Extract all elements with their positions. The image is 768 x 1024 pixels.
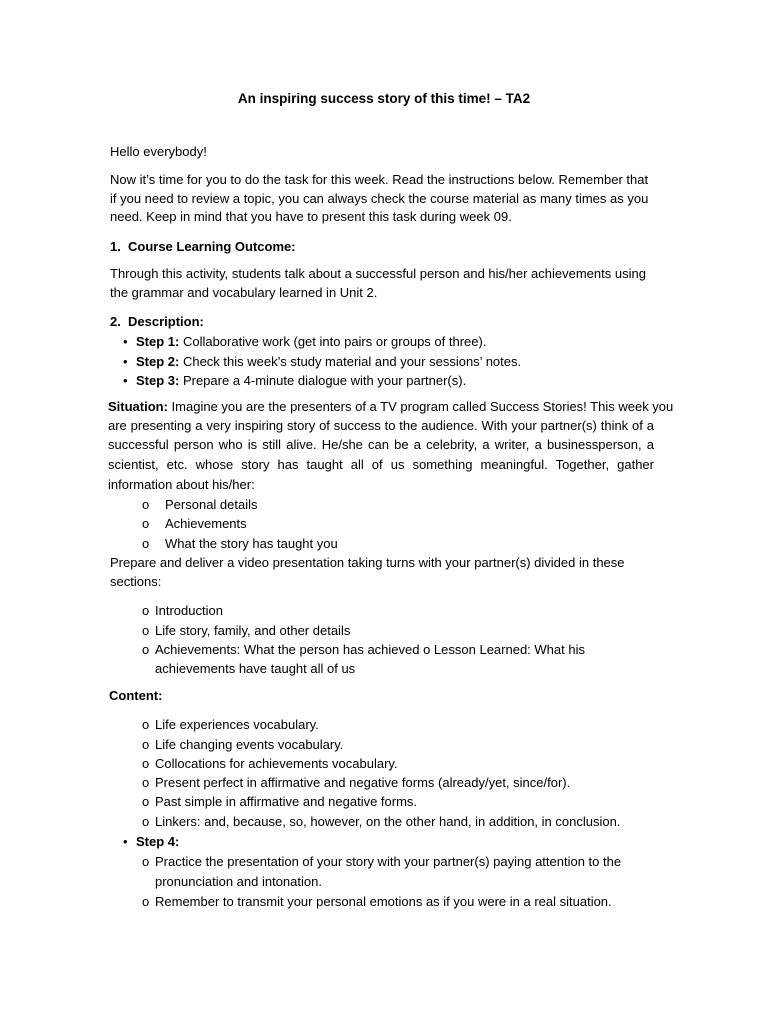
- content-item: Collocations for achievements vocabulary.: [155, 756, 398, 771]
- circle-marker: o: [142, 814, 150, 829]
- content-item: Life experiences vocabulary.: [155, 717, 319, 732]
- section1-heading: Course Learning Outcome:: [128, 239, 296, 254]
- intro-line: Now it’s time for you to do the task for this week. Read the instructions below. Remember that: [110, 172, 649, 187]
- greeting: Hello everybody!: [110, 144, 207, 159]
- situation-line: are presenting a very inspiring story of success to the audience. With your partner(s) think of a: [108, 418, 654, 433]
- situation-item: Personal details: [165, 497, 258, 512]
- circle-marker: o: [142, 717, 150, 732]
- situation-line: information about his/her:: [108, 477, 255, 492]
- intro-line: if you need to review a topic, you can always check the course material as many times as you: [110, 191, 649, 206]
- prepare-line: Prepare and deliver a video presentation taking turns with your partner(s) divided in these: [110, 555, 625, 570]
- content-item: Linkers: and, because, so, however, on the other hand, in addition, in conclusion.: [155, 814, 621, 829]
- circle-marker: o: [142, 894, 150, 909]
- circle-marker: o: [142, 536, 150, 551]
- section-item: Introduction: [155, 603, 223, 618]
- section2-number: 2.: [110, 314, 121, 329]
- section1-text: the grammar and vocabulary learned in Unit 2.: [110, 285, 378, 300]
- section1-number: 1.: [110, 239, 121, 254]
- situation-label: Situation:: [108, 399, 168, 414]
- circle-marker: o: [142, 642, 150, 657]
- section-item: Life story, family, and other details: [155, 623, 351, 638]
- bullet-marker: •: [123, 834, 128, 849]
- situation-text: Imagine you are the presenters of a TV program called Success Stories! This week you: [167, 399, 674, 414]
- situation-line: successful person who is still alive. He/she can be a celebrity, a writer, a businessperson, a: [108, 437, 654, 452]
- document-title: An inspiring success story of this time! – TA2: [237, 91, 531, 106]
- situation-line: scientist, etc. whose story has taught all of us something meaningful. Together, gather: [108, 457, 654, 472]
- circle-marker: o: [142, 603, 150, 618]
- step4-item: Remember to transmit your personal emotions as if you were in a real situation.: [155, 894, 612, 909]
- circle-marker: o: [142, 737, 150, 752]
- step4-label: Step 4:: [136, 834, 180, 849]
- circle-marker: o: [142, 775, 150, 790]
- prepare-line: sections:: [110, 574, 162, 589]
- situation-item: Achievements: [165, 516, 247, 531]
- bullet-marker: •: [123, 354, 128, 369]
- situation-line: [108, 397, 673, 416]
- step4-item: Practice the presentation of your story with your partner(s) paying attention to the: [155, 854, 622, 869]
- section-item-continuation: achievements have taught all of us: [155, 661, 356, 676]
- bullet-marker: •: [123, 373, 128, 388]
- circle-marker: o: [142, 516, 150, 531]
- section-item: Achievements: What the person has achieved o Lesson Learned: What his: [155, 642, 585, 657]
- circle-marker: o: [142, 623, 150, 638]
- step-item: [136, 371, 466, 390]
- bullet-marker: •: [123, 334, 128, 349]
- content-item: Life changing events vocabulary.: [155, 737, 344, 752]
- step-label: Step 3:: [136, 373, 180, 388]
- step-text: Prepare a 4-minute dialogue with your partner(s).: [179, 373, 467, 388]
- content-item: Present perfect in affirmative and negative forms (already/yet, since/for).: [155, 775, 571, 790]
- situation-item: What the story has taught you: [165, 536, 338, 551]
- intro-line: need. Keep in mind that you have to present this task during week 09.: [110, 209, 512, 224]
- step-label: Step 2:: [136, 354, 180, 369]
- step-label: Step 1:: [136, 334, 180, 349]
- section1-text: Through this activity, students talk about a successful person and his/her achievements using: [110, 266, 646, 281]
- step-item: [136, 352, 521, 371]
- step4-item-continuation: pronunciation and intonation.: [155, 874, 322, 889]
- step-item: [136, 332, 486, 351]
- step-text: Check this week’s study material and your sessions’ notes.: [179, 354, 522, 369]
- content-item: Past simple in affirmative and negative forms.: [155, 794, 418, 809]
- circle-marker: o: [142, 756, 150, 771]
- circle-marker: o: [142, 497, 150, 512]
- content-heading: Content:: [109, 688, 163, 703]
- circle-marker: o: [142, 854, 150, 869]
- section2-heading: Description:: [128, 314, 204, 329]
- step-text: Collaborative work (get into pairs or groups of three).: [179, 334, 487, 349]
- circle-marker: o: [142, 794, 150, 809]
